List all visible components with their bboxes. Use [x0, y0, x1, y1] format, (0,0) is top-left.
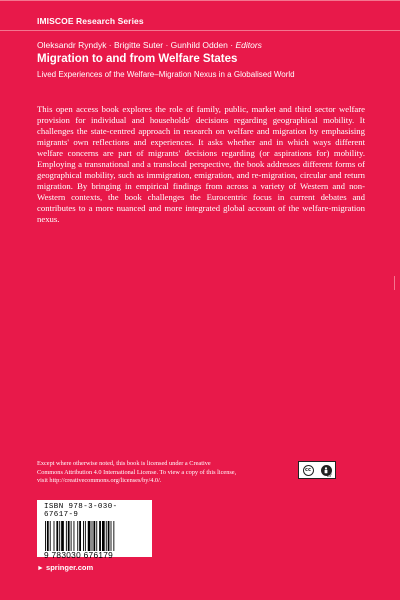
cc-icon: cc [303, 465, 314, 476]
book-subtitle: Lived Experiences of the Welfare–Migration Nexus in a Globalised World [37, 70, 295, 79]
barcode-digits: 9 783030 676179 [44, 550, 114, 560]
editors-label: Editors [235, 40, 262, 50]
license-notice: Except where otherwise noted, this book is licensed under a Creative Commons Attribution 4.0 International License. To view a copy of this license, visit http://creativecommons.org/licenses/by/4.0/. [37, 460, 237, 484]
series-divider [0, 30, 400, 31]
series-name: IMISCOE Research Series [37, 16, 144, 26]
isbn-number: ISBN 978-3-030-67617-9 [44, 503, 118, 519]
arrow-icon: ► [37, 565, 44, 572]
publisher-link[interactable] [37, 563, 93, 572]
publisher-url: springer.com [46, 563, 94, 572]
isbn-barcode [37, 500, 152, 560]
edge-mark [394, 276, 395, 290]
editors-separator: · [230, 40, 236, 50]
by-label: BY [327, 473, 332, 478]
cc-by-license-badge [298, 461, 336, 479]
author-line [37, 40, 262, 50]
editor-names: Oleksandr Ryndyk · Brigitte Suter · Gunhild Odden [37, 40, 228, 50]
barcode-bars [44, 521, 145, 551]
top-divider [0, 0, 400, 1]
book-description: This open access book explores the role of family, public, market and third sector welfare provision for individual and households' decisions regarding geographical mobility. It challenges the state-centred approach in research on welfare and migration by emphasising migrants' own reflections and experiences. It asks whether and in which ways different welfare concerns are part of migrants' decisions regarding (or aspirations for) mobility. Employing a transnational and a translocal perspective, the book addresses different forms of geographical mobility, such as immigration, emigration, and re-migration, circular and return migration. By bringing in empirical findings from across a variety of Western and non-Western contexts, the book challenges the Eurocentric focus in current debates and contributes to a more nuanced and more integrated global account of the welfare-migration nexus. [37, 104, 365, 224]
book-title: Migration to and from Welfare States [37, 53, 238, 65]
